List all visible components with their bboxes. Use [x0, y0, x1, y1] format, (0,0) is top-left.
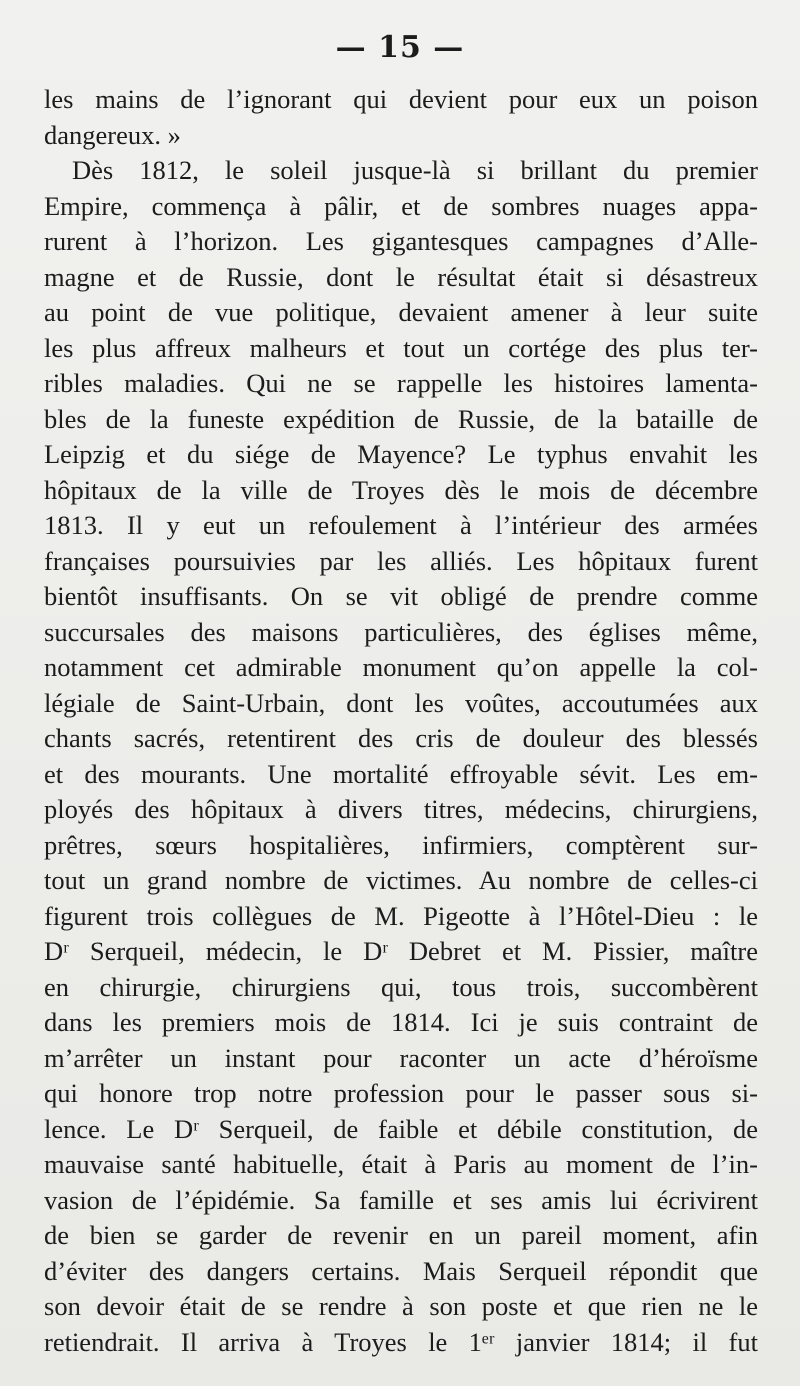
text-line: notamment cet admirable monument qu’on appelle la col-: [44, 652, 758, 682]
body-text: [44, 82, 758, 1360]
text-line: au point de vue politique, devaient amener à leur suite: [44, 297, 758, 327]
text-line: bles de la funeste expédition de Russie, de la bataille de: [44, 403, 758, 434]
text-line: son devoir était de se rendre à son poste et que rien ne le: [44, 1291, 758, 1321]
text-line: dangereux. »: [44, 119, 181, 150]
text-line: 1813. Il y eut un refoulement à l’intérieur des armées: [44, 510, 758, 540]
text-line: ployés des hôpitaux à divers titres, médecins, chirurgiens,: [44, 794, 758, 824]
text-line: d’éviter des dangers certains. Mais Serqueil répondit que: [44, 1255, 758, 1286]
text-line: Dʳ Serqueil, médecin, le Dʳ Debret et M. Pissier, maître: [44, 936, 758, 966]
text-line: de bien se garder de revenir en un pareil moment, afin: [44, 1220, 758, 1250]
text-line: Empire, commença à pâlir, et de sombres nuages appa-: [44, 190, 758, 221]
text-line: magne et de Russie, dont le résultat était si désastreux: [44, 261, 758, 292]
text-line: françaises poursuivies par les alliés. Les hôpitaux furent: [44, 545, 758, 576]
text-line: hôpitaux de la ville de Troyes dès le mois de décembre: [44, 474, 758, 505]
text-line: qui honore trop notre profession pour le passer sous si-: [44, 1078, 758, 1108]
text-line: figurent trois collègues de M. Pigeotte à l’Hôtel-Dieu : le: [44, 900, 758, 931]
text-line: rurent à l’horizon. Les gigantesques campagnes d’Alle-: [44, 226, 758, 256]
text-line: m’arrêter un instant pour raconter un acte d’héroïsme: [44, 1042, 758, 1073]
text-line: ribles maladies. Qui ne se rappelle les histoires lamenta-: [44, 368, 758, 398]
text-line: tout un grand nombre de victimes. Au nombre de celles-ci: [44, 865, 758, 895]
text-line: les plus affreux malheurs et tout un cortége des plus ter-: [44, 332, 758, 363]
text-line: prêtres, sœurs hospitalières, infirmiers, comptèrent sur-: [44, 829, 758, 860]
text-line: Dès 1812, le soleil jusque-là si brillant du premier: [72, 155, 758, 185]
page-number: — 15 —: [335, 30, 465, 65]
text-line: légiale de Saint-Urbain, dont les voûtes, accoutumées aux: [44, 687, 758, 718]
text-line: Leipzig et du siége de Mayence? Le typhus envahit les: [44, 439, 758, 469]
text-line: et des mourants. Une mortalité effroyable sévit. Les em-: [44, 758, 758, 789]
text-line: mauvaise santé habituelle, était à Paris au moment de l’in-: [44, 1149, 758, 1179]
text-line: vasion de l’épidémie. Sa famille et ses amis lui écrivirent: [44, 1184, 758, 1215]
text-line: lence. Le Dʳ Serqueil, de faible et débile constitution, de: [44, 1113, 758, 1144]
text-line: succursales des maisons particulières, des églises même,: [44, 616, 758, 647]
text-line: bientôt insuffisants. On se vit obligé de prendre comme: [44, 581, 758, 611]
text-line: retiendrait. Il arriva à Troyes le 1ᵉʳ janvier 1814; il fut: [44, 1326, 758, 1357]
text-line: en chirurgie, chirurgiens qui, tous trois, succombèrent: [44, 971, 758, 1002]
text-line: les mains de l’ignorant qui devient pour eux un poison: [44, 84, 758, 114]
text-line: chants sacrés, retentirent des cris de douleur des blessés: [44, 723, 758, 753]
text-line: dans les premiers mois de 1814. Ici je suis contraint de: [44, 1007, 758, 1037]
